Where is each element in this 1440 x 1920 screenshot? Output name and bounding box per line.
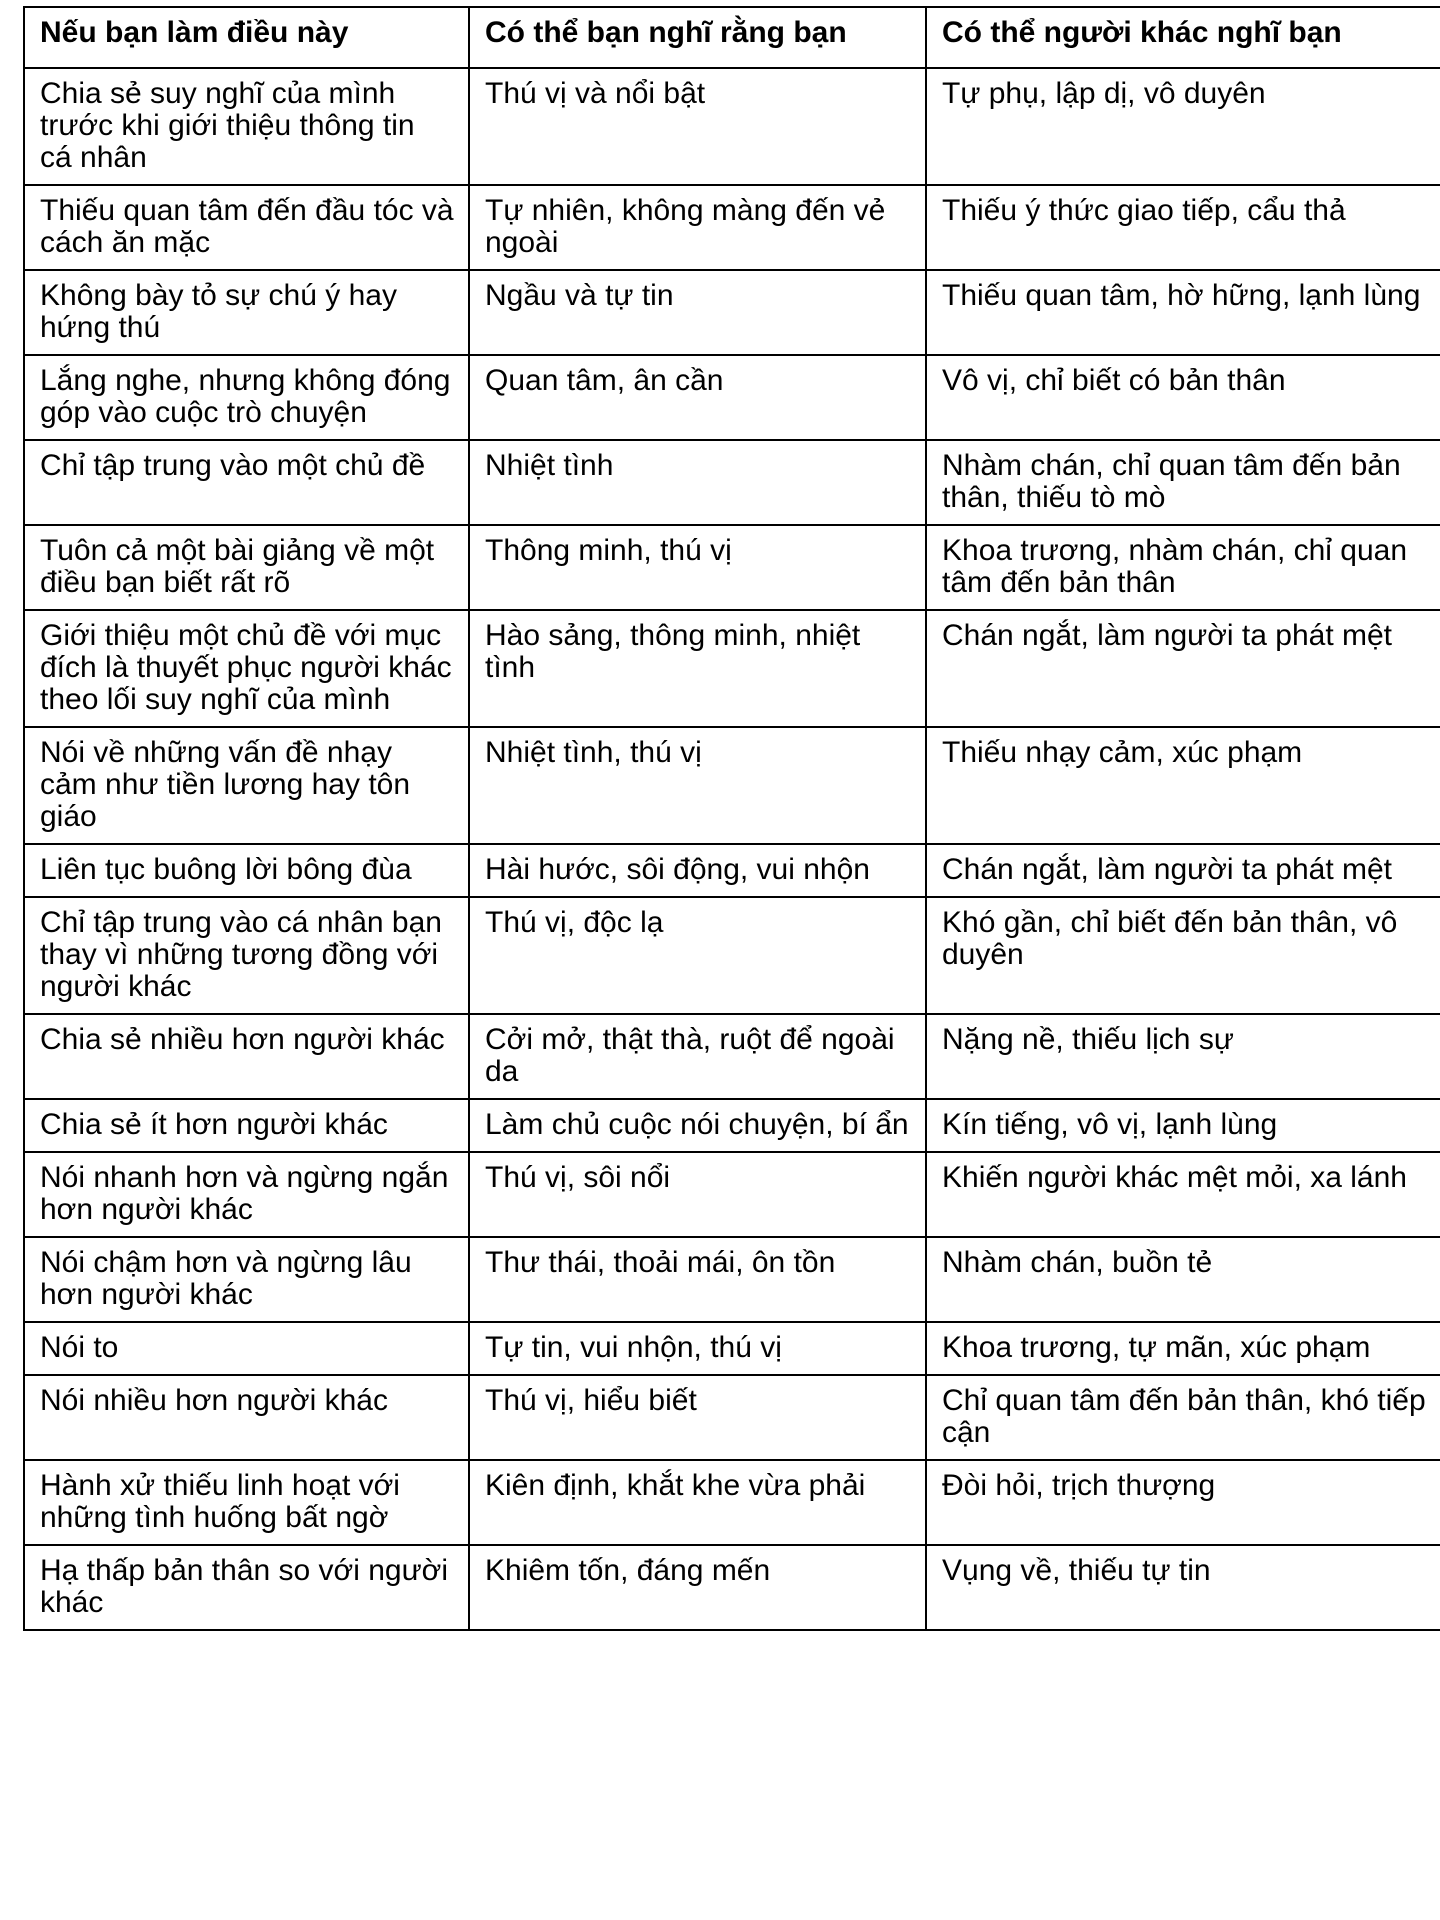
cell-your-view: Quan tâm, ân cần [469,355,926,440]
cell-others-view: Vô vị, chỉ biết có bản thân [926,355,1440,440]
cell-your-view: Thông minh, thú vị [469,525,926,610]
cell-others-view: Thiếu ý thức giao tiếp, cẩu thả [926,185,1440,270]
cell-behavior: Hạ thấp bản thân so với người khác [24,1545,469,1630]
header-others-may-think: Có thể người khác nghĩ bạn [926,7,1440,68]
cell-behavior: Nói nhiều hơn người khác [24,1375,469,1460]
cell-your-view: Tự nhiên, không màng đến vẻ ngoài [469,185,926,270]
cell-others-view: Thiếu quan tâm, hờ hững, lạnh lùng [926,270,1440,355]
cell-others-view: Kín tiếng, vô vị, lạnh lùng [926,1099,1440,1152]
table-row [24,1460,1440,1545]
cell-others-view: Khiến người khác mệt mỏi, xa lánh [926,1152,1440,1237]
cell-behavior: Lắng nghe, nhưng không đóng góp vào cuộc trò chuyện [24,355,469,440]
table-row [24,68,1440,185]
cell-behavior: Chỉ tập trung vào cá nhân bạn thay vì những tương đồng với người khác [24,897,469,1014]
cell-your-view: Thú vị, hiểu biết [469,1375,926,1460]
table-row [24,1152,1440,1237]
table-row [24,525,1440,610]
table-row [24,727,1440,844]
table-header [24,7,1440,68]
cell-your-view: Thú vị và nổi bật [469,68,926,185]
cell-your-view: Thư thái, thoải mái, ôn tồn [469,1237,926,1322]
cell-behavior: Hành xử thiếu linh hoạt với những tình huống bất ngờ [24,1460,469,1545]
table-row [24,1237,1440,1322]
cell-your-view: Thú vị, sôi nổi [469,1152,926,1237]
table-row [24,185,1440,270]
cell-behavior: Nói chậm hơn và ngừng lâu hơn người khác [24,1237,469,1322]
cell-your-view: Hào sảng, thông minh, nhiệt tình [469,610,926,727]
header-row [24,7,1440,68]
cell-your-view: Nhiệt tình [469,440,926,525]
table-row [24,1099,1440,1152]
cell-your-view: Hài hước, sôi động, vui nhộn [469,844,926,897]
cell-others-view: Chán ngắt, làm người ta phát mệt [926,844,1440,897]
table-row [24,1322,1440,1375]
cell-behavior: Liên tục buông lời bông đùa [24,844,469,897]
table-row [24,610,1440,727]
cell-others-view: Thiếu nhạy cảm, xúc phạm [926,727,1440,844]
cell-your-view: Làm chủ cuộc nói chuyện, bí ẩn [469,1099,926,1152]
cell-behavior: Không bày tỏ sự chú ý hay hứng thú [24,270,469,355]
table-row [24,1014,1440,1099]
cell-behavior: Giới thiệu một chủ đề với mục đích là thuyết phục người khác theo lối suy nghĩ của mình [24,610,469,727]
behavior-perception-table [23,6,1440,1631]
cell-your-view: Cởi mở, thật thà, ruột để ngoài da [469,1014,926,1099]
cell-others-view: Chỉ quan tâm đến bản thân, khó tiếp cận [926,1375,1440,1460]
cell-others-view: Tự phụ, lập dị, vô duyên [926,68,1440,185]
cell-behavior: Thiếu quan tâm đến đầu tóc và cách ăn mặc [24,185,469,270]
cell-behavior: Nói to [24,1322,469,1375]
table-row [24,1375,1440,1460]
cell-others-view: Chán ngắt, làm người ta phát mệt [926,610,1440,727]
table-row [24,355,1440,440]
cell-others-view: Khoa trương, nhàm chán, chỉ quan tâm đến bản thân [926,525,1440,610]
table-row [24,844,1440,897]
cell-others-view: Đòi hỏi, trịch thượng [926,1460,1440,1545]
cell-others-view: Khoa trương, tự mãn, xúc phạm [926,1322,1440,1375]
cell-behavior: Chia sẻ suy nghĩ của mình trước khi giới thiệu thông tin cá nhân [24,68,469,185]
header-you-may-think: Có thể bạn nghĩ rằng bạn [469,7,926,68]
header-if-you-do-this: Nếu bạn làm điều này [24,7,469,68]
cell-your-view: Khiêm tốn, đáng mến [469,1545,926,1630]
table-row [24,270,1440,355]
cell-your-view: Thú vị, độc lạ [469,897,926,1014]
cell-others-view: Nhàm chán, buồn tẻ [926,1237,1440,1322]
cell-your-view: Ngầu và tự tin [469,270,926,355]
table-row [24,897,1440,1014]
cell-behavior: Chỉ tập trung vào một chủ đề [24,440,469,525]
cell-your-view: Tự tin, vui nhộn, thú vị [469,1322,926,1375]
cell-others-view: Khó gần, chỉ biết đến bản thân, vô duyên [926,897,1440,1014]
cell-others-view: Vụng về, thiếu tự tin [926,1545,1440,1630]
cell-behavior: Nói về những vấn đề nhạy cảm như tiền lương hay tôn giáo [24,727,469,844]
cell-others-view: Nặng nề, thiếu lịch sự [926,1014,1440,1099]
cell-behavior: Nói nhanh hơn và ngừng ngắn hơn người khác [24,1152,469,1237]
cell-behavior: Chia sẻ ít hơn người khác [24,1099,469,1152]
cell-your-view: Kiên định, khắt khe vừa phải [469,1460,926,1545]
table-row [24,440,1440,525]
cell-your-view: Nhiệt tình, thú vị [469,727,926,844]
table-row [24,1545,1440,1630]
cell-behavior: Tuôn cả một bài giảng về một điều bạn biết rất rõ [24,525,469,610]
cell-others-view: Nhàm chán, chỉ quan tâm đến bản thân, thiếu tò mò [926,440,1440,525]
table-body [24,68,1440,1630]
cell-behavior: Chia sẻ nhiều hơn người khác [24,1014,469,1099]
